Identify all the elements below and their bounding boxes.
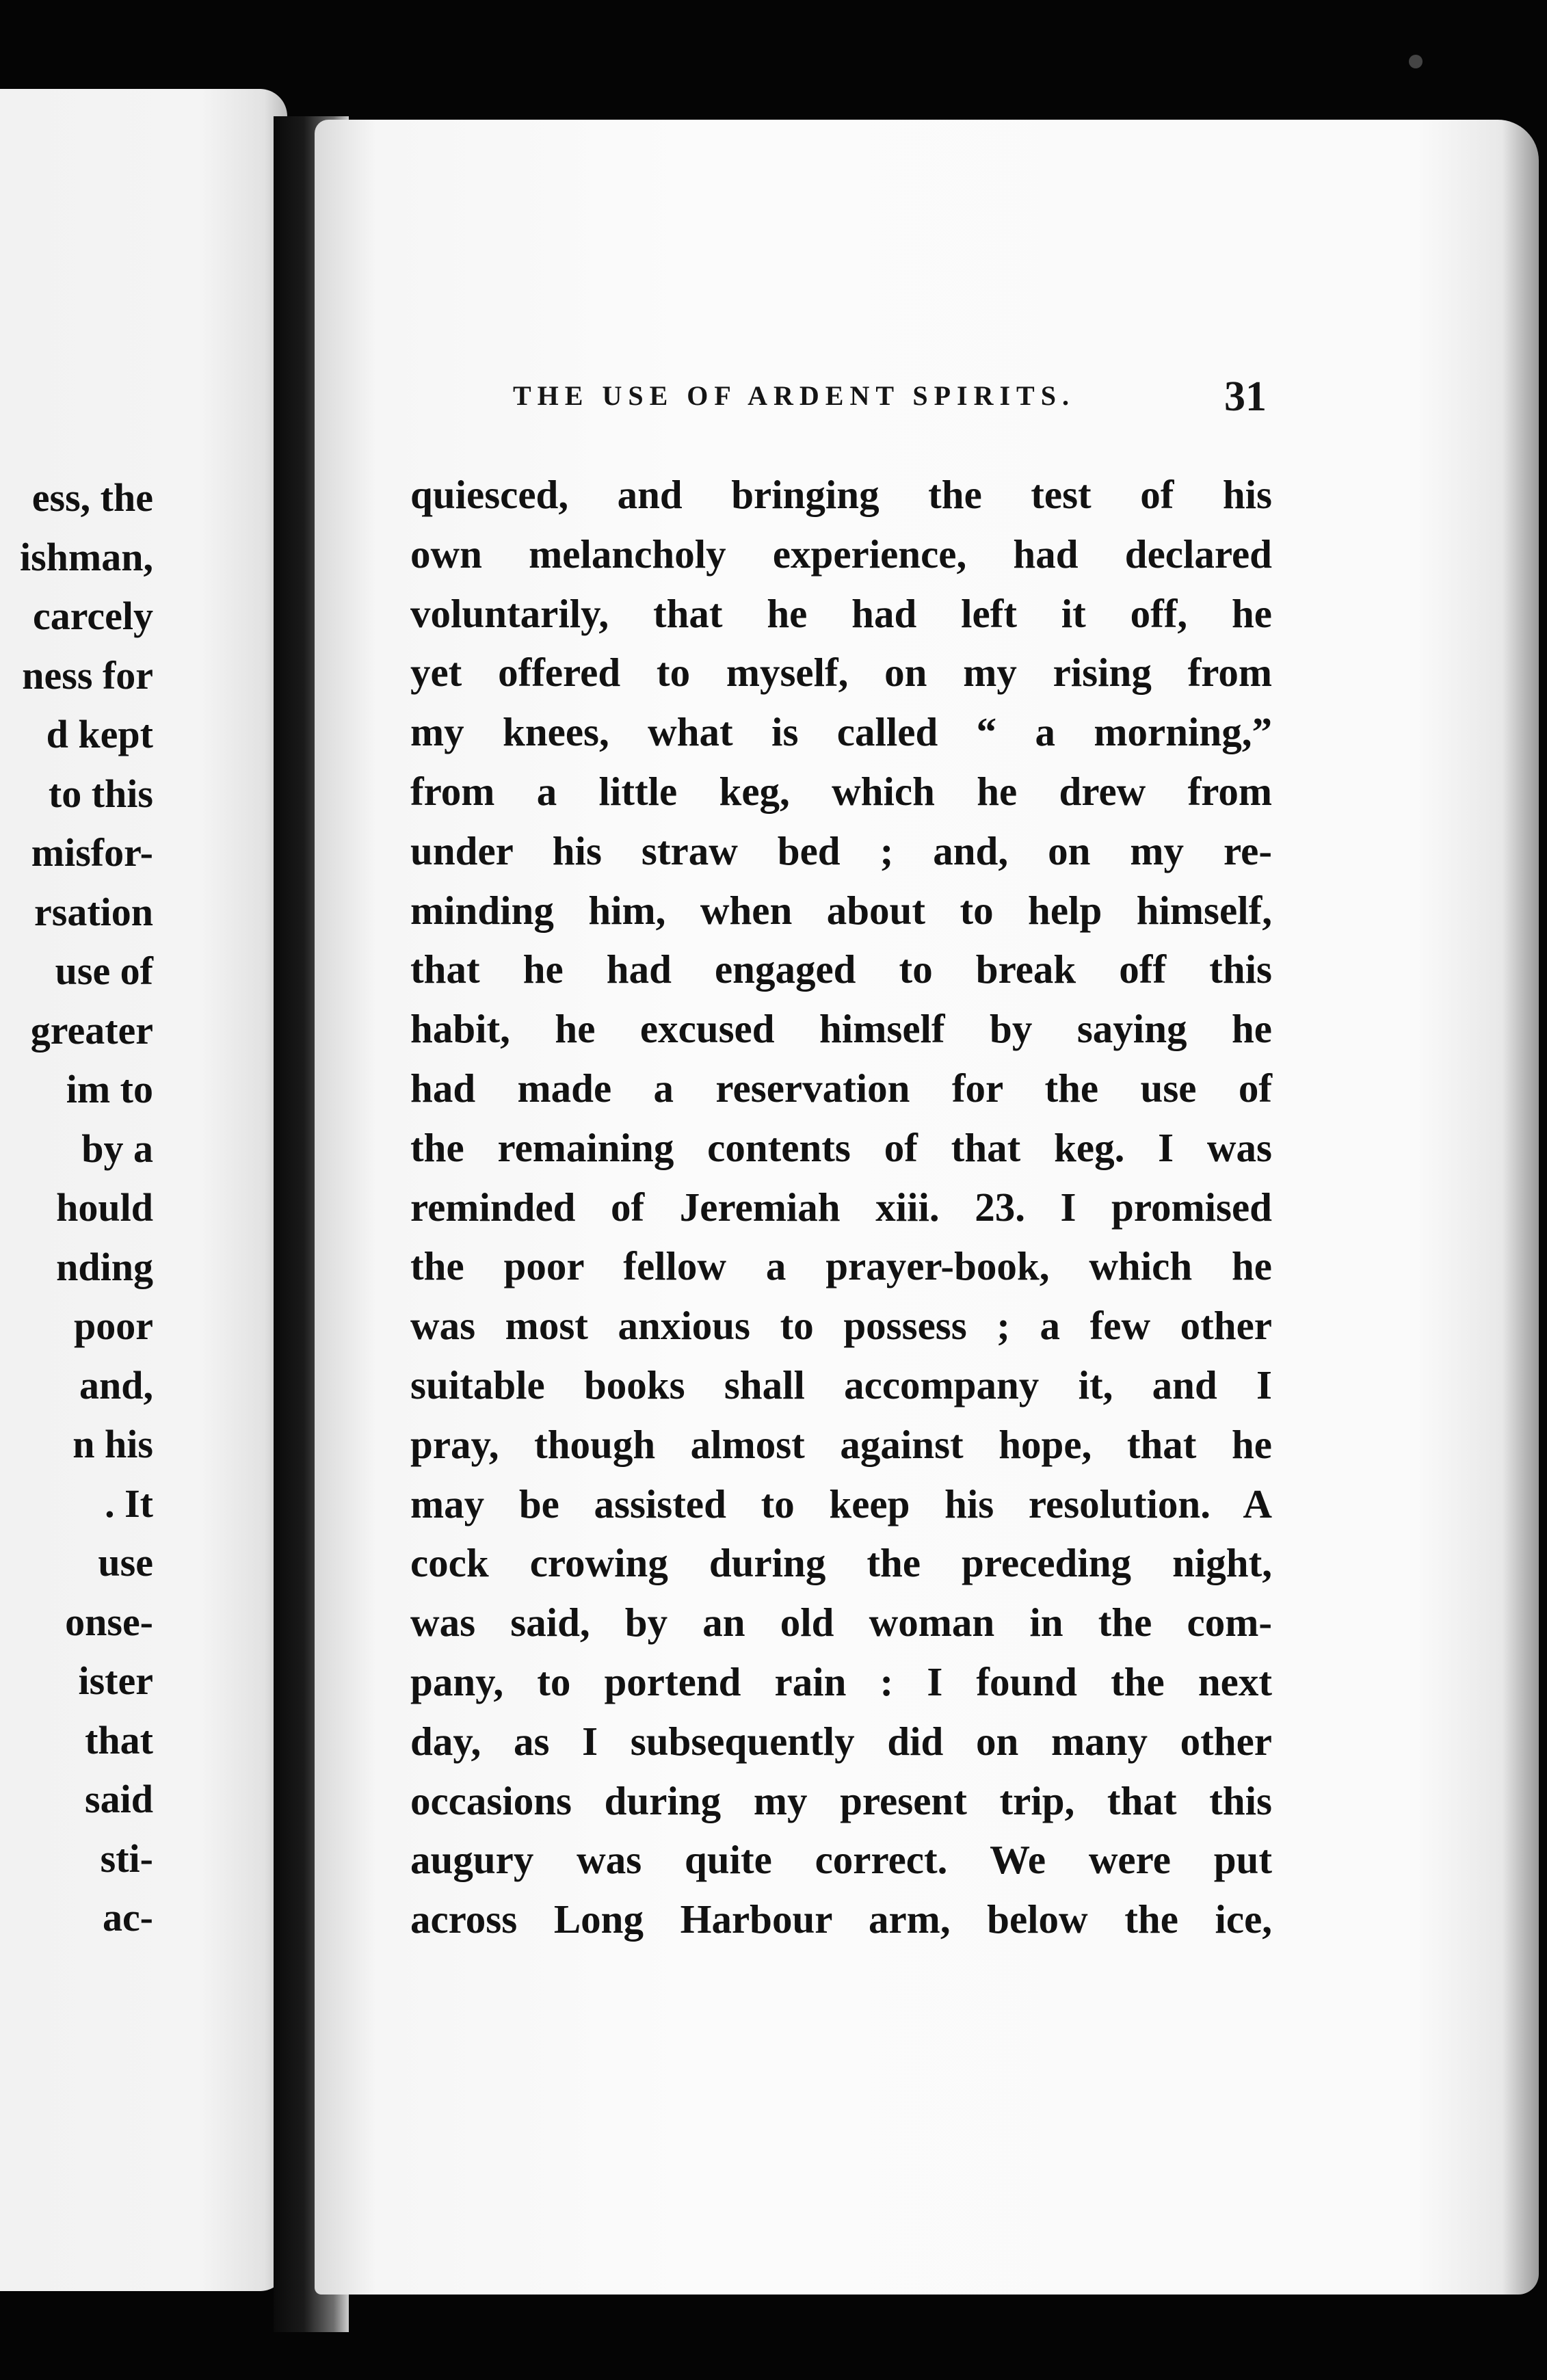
text-line: poor bbox=[74, 1304, 153, 1348]
text-line: ess, the bbox=[31, 475, 153, 520]
text-line: onse- bbox=[65, 1599, 153, 1644]
text-line: carcely bbox=[32, 594, 153, 638]
text-line: rsation bbox=[34, 889, 153, 934]
text-line: ness for bbox=[22, 652, 153, 698]
text-line: yet offered to myself, on my rising from bbox=[410, 650, 1272, 696]
text-line: augury was quite correct. We were put bbox=[410, 1837, 1272, 1883]
text-line: day, as I subsequently did on many other bbox=[410, 1718, 1272, 1764]
text-line: the poor fellow a prayer-book, which he bbox=[410, 1243, 1272, 1289]
text-line: may be assisted to keep his resolution. A bbox=[410, 1481, 1272, 1526]
text-line: nding bbox=[56, 1244, 153, 1289]
text-line: was most anxious to possess ; a few other bbox=[410, 1303, 1272, 1349]
text-line: suitable books shall accompany it, and I bbox=[410, 1362, 1272, 1407]
text-line: occasions during my present trip, that this bbox=[410, 1777, 1272, 1823]
text-line: use bbox=[98, 1540, 153, 1585]
text-line: greater bbox=[30, 1007, 153, 1053]
text-line: ac- bbox=[102, 1895, 153, 1940]
text-line: d kept bbox=[46, 712, 153, 756]
text-line: had made a reservation for the use of bbox=[410, 1065, 1272, 1111]
text-line: ishman, bbox=[19, 534, 153, 579]
text-line: reminded of Jeremiah xiii. 23. I promised bbox=[410, 1184, 1272, 1230]
text-line: cock crowing during the preceding night, bbox=[410, 1540, 1272, 1586]
text-line: was said, by an old woman in the com- bbox=[410, 1600, 1272, 1645]
text-line: voluntarily, that he had left it off, he bbox=[410, 590, 1272, 636]
text-line: said bbox=[85, 1777, 153, 1821]
page-number: 31 bbox=[1224, 373, 1267, 420]
text-line: by a bbox=[81, 1126, 153, 1171]
text-line: sti- bbox=[100, 1836, 153, 1881]
running-head: THE USE OF ARDENT SPIRITS. bbox=[513, 380, 1075, 411]
text-line: use of bbox=[55, 949, 153, 993]
text-line: the remaining contents of that keg. I was bbox=[410, 1124, 1272, 1170]
text-line: minding him, when about to help himself, bbox=[410, 887, 1272, 933]
scan-speck bbox=[1409, 55, 1423, 68]
text-line: own melancholy experience, had declared bbox=[410, 531, 1272, 577]
text-line: under his straw bed ; and, on my re- bbox=[410, 828, 1272, 873]
text-line: across Long Harbour arm, below the ice, bbox=[410, 1896, 1272, 1942]
text-line: from a little keg, which he drew from bbox=[410, 768, 1272, 814]
left-facing-page bbox=[0, 89, 287, 2291]
text-line: misfor- bbox=[31, 830, 153, 875]
left-page-text bbox=[0, 468, 153, 1948]
text-line: ister bbox=[78, 1658, 153, 1703]
text-line: habit, he excused himself by saying he bbox=[410, 1006, 1272, 1052]
text-line: pray, though almost against hope, that he bbox=[410, 1421, 1272, 1467]
text-line: and, bbox=[79, 1362, 153, 1407]
text-line: . It bbox=[105, 1481, 153, 1526]
text-line: im to bbox=[66, 1067, 153, 1111]
text-line: that bbox=[85, 1717, 153, 1762]
text-line: to this bbox=[48, 771, 153, 816]
text-line: hould bbox=[56, 1185, 153, 1230]
text-line: quiesced, and bringing the test of his bbox=[410, 472, 1272, 517]
text-line: n his bbox=[72, 1422, 153, 1466]
text-line: pany, to portend rain : I found the next bbox=[410, 1658, 1272, 1704]
text-line: that he had engaged to break off this bbox=[410, 947, 1272, 992]
page-body-text bbox=[410, 465, 1272, 1949]
text-line: my knees, what is called “ a morning,” bbox=[410, 709, 1272, 755]
